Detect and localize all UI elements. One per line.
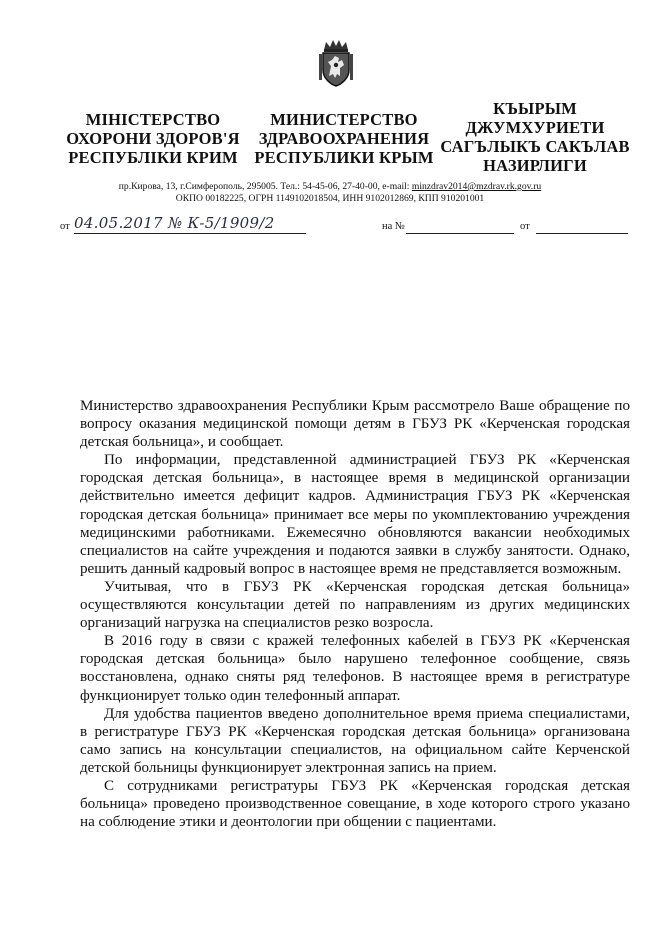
body-paragraph: Для удобства пациентов введено дополнительное время приема специалистами, в регистратуре ГБУЗ РК «Керченская городская детская больница» организована само запись на консультации специалистов, на официальном сайте Керченской детской больницы функционирует электронная запись на прием. (80, 705, 630, 776)
letterhead-line: МІНІСТЕРСТВО (85, 110, 221, 129)
body-paragraph: С сотрудниками регистратуры ГБУЗ РК «Керченская городская детская больница» проведено производственное совещание, в ходе которого строго указано на соблюдение этики и деонтологии при общении с пациентами. (80, 777, 630, 831)
letterhead-line: КЪЫРЫМ (493, 99, 577, 118)
outgoing-from-label: от (60, 221, 70, 232)
letterhead-line: ОХОРОНИ ЗДОРОВ'Я (66, 129, 240, 148)
letterhead-line: ЗДРАВООХРАНЕНИЯ (258, 129, 430, 148)
letterhead-ministry-crimean-tatar (440, 99, 630, 175)
outgoing-number-underline (74, 233, 306, 234)
body-paragraph: Учитывая, что в ГБУЗ РК «Керченская городская детская больница» осуществляются консультации детей по направлениям из других медицинских организаций нагрузка на специалистов резко возросла. (80, 578, 630, 632)
letterhead-line: МИНИСТЕРСТВО (270, 110, 418, 129)
incoming-number-underline (406, 233, 514, 234)
letterhead-ministry-ukrainian (56, 110, 250, 167)
contacts-address-text: пр.Кирова, 13, г.Симферополь, 295005. Тел.: 54-45-06, 27-40-00, e-mail: (118, 181, 412, 192)
incoming-number-label: на № (382, 221, 405, 232)
letterhead-line: ДЖУМХУРИЕТИ (465, 118, 605, 137)
incoming-date-underline (536, 233, 628, 234)
outgoing-number-handwritten: 04.05.2017 № К-5/1909/2 (74, 214, 275, 232)
letterhead-contacts-address (60, 181, 600, 193)
crimea-coat-of-arms-icon (318, 38, 354, 88)
letterhead-line: НАЗИРЛИГИ (483, 156, 587, 175)
letterhead-ministry-russian (251, 110, 437, 167)
incoming-from-label: от (520, 221, 530, 232)
registration-row (60, 214, 630, 236)
contacts-email-link[interactable]: minzdrav2014@mzdrav.rk.gov.ru (411, 181, 542, 192)
letterhead-line: САГЪЛЫКЪ САКЪЛАВ (440, 137, 630, 156)
body-paragraph: В 2016 году в связи с кражей телефонных кабелей в ГБУЗ РК «Керченская городская детская больница» было нарушено телефонное сообщение, связь восстановлена, однако сняты ряд телефонов. В настоящее время в регистратуре функционирует только один телефонный аппарат. (80, 633, 630, 704)
letter-body (80, 397, 630, 831)
body-paragraph: По информации, представленной администрацией ГБУЗ РК «Керченская городская детская больница», в настоящее время в медицинской организации действительно имеется дефицит кадров. Администрация ГБУЗ РК «Керченская городская детская больница» принимает все меры по укомплектованию учреждения медицинскими работниками. Ежемесячно обновляются вакансии необходимых специалистов на сайте учреждения и подаются заявки в службу занятости. Однако, решить данный кадровый вопрос в настоящее время не представляется возможным. (80, 452, 630, 577)
body-paragraph: Министерство здравоохранения Республики Крым рассмотрело Ваше обращение по вопросу оказания медицинской помощи детям в ГБУЗ РК «Керченская городская детская больница», и сообщает. (80, 398, 630, 451)
letterhead-contacts-codes: ОКПО 00182225, ОГРН 1149102018504, ИНН 9102012869, КПП 910201001 (175, 193, 485, 204)
letterhead-line: РЕСПУБЛИКИ КРЫМ (254, 148, 434, 167)
letterhead-line: РЕСПУБЛІКИ КРИМ (68, 148, 238, 167)
